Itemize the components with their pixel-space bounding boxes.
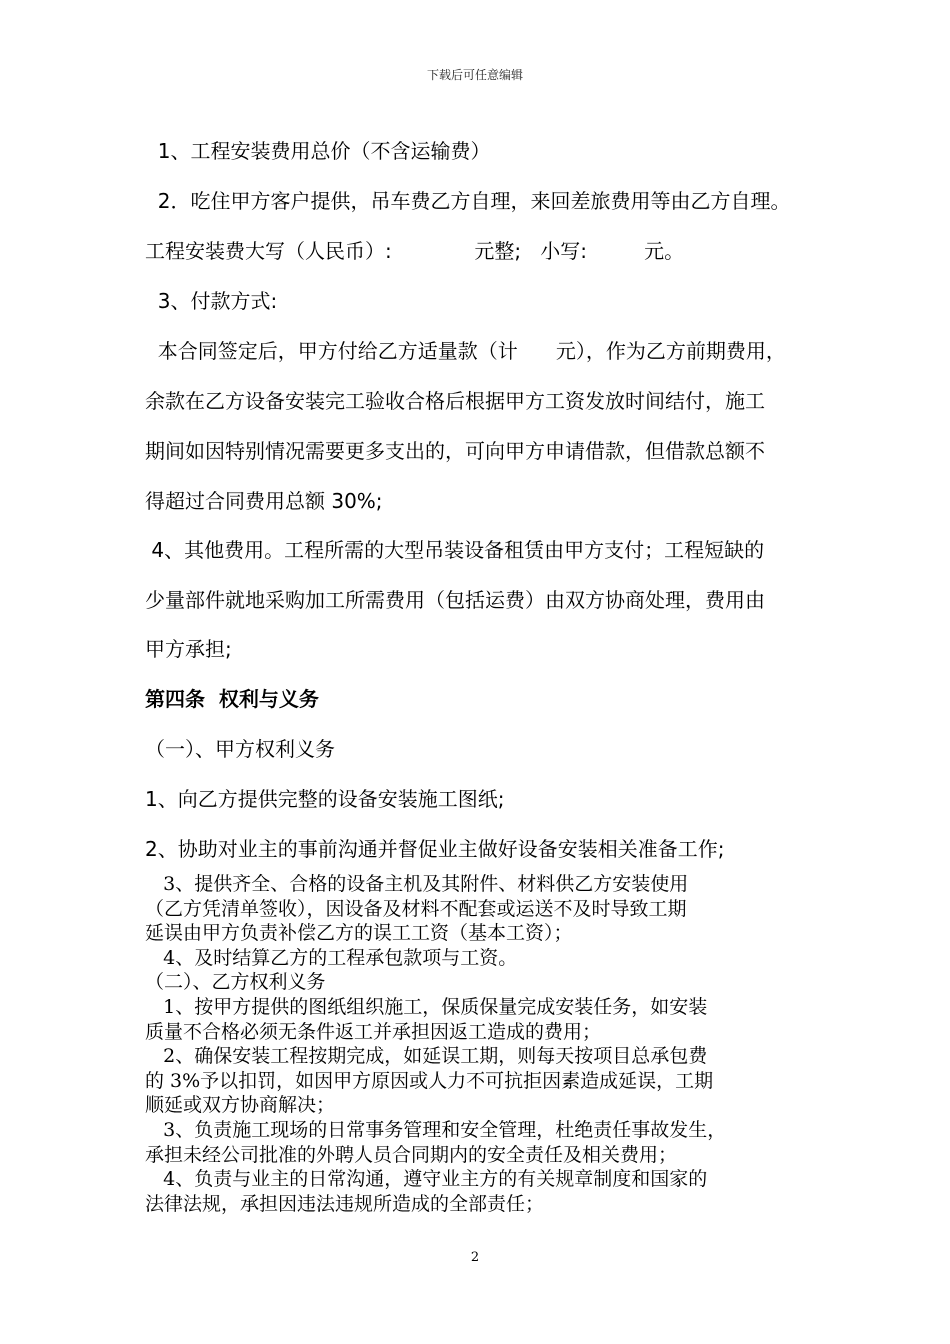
text-line: 4、其他费用。工程所需的大型吊装设备租赁由甲方支付；工程短缺的 <box>145 538 765 562</box>
list-item: 1、向乙方提供完整的设备安装施工图纸; <box>145 787 505 811</box>
page-number: 2 <box>470 1250 480 1265</box>
clause-line: 4、负责与业主的日常沟通，遵守业主方的有关规章制度和国家的 <box>145 1168 708 1191</box>
clause-line: 的 3%予以扣罚，如因甲方原因或人力不可抗拒因素造成延误，工期 <box>145 1069 714 1092</box>
clause-line: 质量不合格必须无条件返工并承担因返工造成的费用； <box>145 1020 602 1043</box>
page-header: 下载后可任意编辑 <box>426 68 523 82</box>
clause-line: （乙方凭清单签收），因设备及材料不配套或运送不及时导致工期 <box>145 897 687 920</box>
text-line: 工程安装费大写（人民币）: 元整; 小写: 元。 <box>145 239 685 263</box>
text-line: 余款在乙方设备安装完工验收合格后根据甲方工资发放时间结付，施工 <box>145 389 765 413</box>
clause-line: 3、负责施工现场的日常事务管理和安全管理，杜绝责任事故发生， <box>145 1118 727 1141</box>
clause-line: 3、提供齐全、合格的设备主机及其附件、材料供乙方安装使用 <box>145 873 689 895</box>
clause-line: 4、及时结算乙方的工程承包款项与工资。 <box>145 946 518 969</box>
subsection-title: （一）、甲方权利义务 <box>145 737 335 761</box>
clause-line: 承担未经公司批准的外聘人员合同期内的安全责任及相关费用； <box>145 1143 678 1166</box>
text-line: 2．吃住甲方客户提供，吊车费乙方自理，来回差旅费用等由乙方自理。 <box>145 189 791 213</box>
text-line: 期间如因特别情况需要更多支出的，可向甲方申请借款，但借款总额不 <box>145 439 765 463</box>
clause-line: 1、按甲方提供的图纸组织施工，保质保量完成安装任务，如安装 <box>145 995 708 1018</box>
list-item: 2、协助对业主的事前沟通并督促业主做好设备安装相关准备工作; <box>145 837 725 861</box>
text-line: 甲方承担; <box>145 637 232 661</box>
section-title: 第四条 权利与义务 <box>145 687 319 711</box>
serif-clauses <box>145 872 825 1216</box>
text-line: 本合同签定后，甲方付给乙方适量款（计 元），作为乙方前期费用， <box>145 339 786 363</box>
text-line: 3、付款方式: <box>145 289 278 313</box>
text-line: 得超过合同费用总额 30%; <box>145 489 383 513</box>
text-line: 少量部件就地采购加工所需费用（包括运费）由双方协商处理，费用由 <box>145 588 765 612</box>
clause-line: 顺延或双方协商解决； <box>145 1094 336 1117</box>
clause-line: （二）、乙方权利义务 <box>145 971 326 994</box>
clause-line: 延误由甲方负责补偿乙方的误工工资（基本工资）； <box>145 922 573 945</box>
text-line: 1、工程安装费用总价（不含运输费） <box>145 139 491 163</box>
clause-line: 法律法规，承担因违法违规所造成的全部责任； <box>145 1192 545 1215</box>
clause-line: 2、确保安装工程按期完成，如延误工期，则每天按项目总承包费 <box>145 1045 708 1068</box>
